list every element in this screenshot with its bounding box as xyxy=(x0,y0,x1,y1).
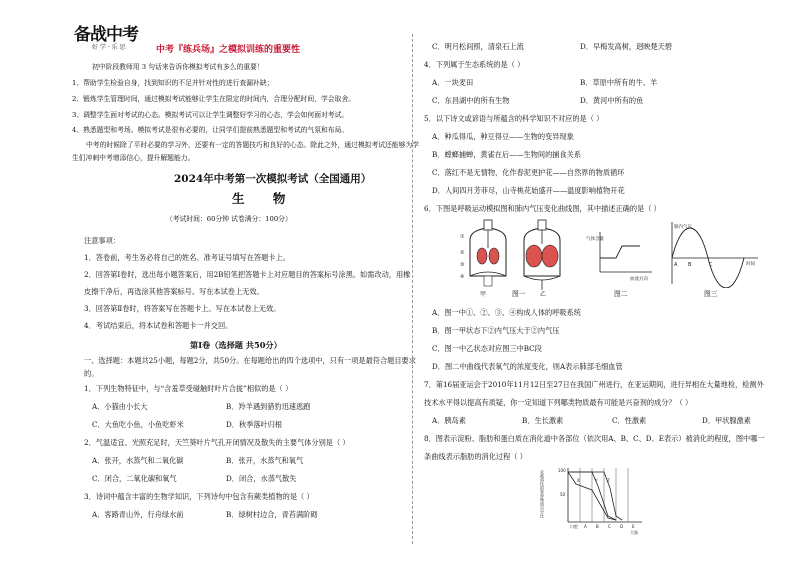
figure-8-digestion-chart xyxy=(546,466,656,536)
fig8-x-b: B xyxy=(596,524,599,529)
q3-option-d: D．早梅发高树，迥映楚天碧 xyxy=(580,42,673,51)
right-column xyxy=(418,0,794,562)
exam-meta: （考试时间：60分钟 试卷满分：100分） xyxy=(166,215,292,223)
figure-1-bell-jar xyxy=(458,218,578,298)
exam-subject: 生 物 xyxy=(232,191,298,206)
point-2: 2、锻炼学生管理时间，通过模拟考试能够让学生在限定的时间内，合理分配时间，学会取舍。 xyxy=(72,95,355,103)
fig2-caption: 图二 xyxy=(614,290,628,298)
note-2-cont: 皮擦干净后，再选涂其他答案标号。写在本试卷上无效。 xyxy=(84,287,264,296)
q3-stem: 3．诗词中蕴含丰富的生物学知识，下列诗句中包含有蕨类植物的是（ ） xyxy=(84,492,314,501)
fig2-ylabel: 气体含量 xyxy=(586,237,604,242)
q2-option-b: B．张开，水蒸气和氧气 xyxy=(226,456,304,465)
note-2: 2．回答第Ⅰ卷时，选出每小题答案后，用2B铅笔把答题卡上对应题目的答案标号涂黑。如需改动，用橡 xyxy=(84,270,411,279)
fig8-x-mouth: 口腔 xyxy=(570,524,578,529)
fig8-x-a: A xyxy=(584,524,587,529)
notes-title: 注意事项： xyxy=(84,236,120,245)
curve-x-label: X xyxy=(577,478,580,483)
svg-text:④: ④ xyxy=(460,274,465,280)
section-desc-2: 的。 xyxy=(84,369,99,378)
curve-y-label: Y xyxy=(595,478,598,483)
promo-title: 中考『练兵场』之模拟训练的重要性 xyxy=(156,45,301,55)
logo-text: 备战中考 xyxy=(74,25,138,45)
q5-option-d: D．人间四月芳菲尽，山寺桃花始盛开——温度影响植物开花 xyxy=(432,186,625,195)
q1-option-b: B．羚羊遇到猎豹迅速逃跑 xyxy=(226,402,311,411)
q3-option-c: C．明月松间照，清泉石上流 xyxy=(432,42,524,51)
section-desc-1: 一、选择题：本题共25小题，每题2分，共50分。在每题给出的四个选项中，只有一项是最符合题目要求 xyxy=(84,356,416,365)
q6-option-b: B．图一甲状态下②内气压大于②内气压 xyxy=(432,326,560,335)
fig1-label-yi: 乙 xyxy=(540,291,547,298)
q1-option-d: D．秋季落叶归根 xyxy=(226,420,283,429)
q5-option-c: C．落红不是无情物，化作春泥更护花——自然界的物质循环 xyxy=(432,168,625,177)
q7-stem-1: 7．第16届亚运会于2010年11月12日至27日在我国广州进行，在亚运期间，进行异相在大量地检，检测外 xyxy=(424,380,764,389)
note-1: 1．答卷前，考生务必将自己的姓名、准考证号填写在答题卡上。 xyxy=(84,253,290,262)
q1-stem: 1．下列生物特征中，与“含羞草受碰触时叶片合拢”相似的是（ ） xyxy=(84,384,293,393)
para-line-1: 中考的时候除了平时必要的学习外，还要有一定的答题技巧和良好的心态。除此之外，通过模拟考试还能够为学 xyxy=(86,141,420,149)
q7-option-d: D．甲状腺激素 xyxy=(702,416,751,425)
fig2-xlabel: 血流方向 xyxy=(630,277,648,282)
q8-stem-2: 条曲线表示脂肪的消化过程（ ） xyxy=(424,452,527,461)
fig8-x-d: D xyxy=(620,524,624,529)
q6-option-c: C．图一中乙状态对应图三中BC段 xyxy=(432,344,542,353)
fig1-label-jia: 甲 xyxy=(480,291,487,298)
q3-option-b: B．绿树村边合，青苔满阶砌 xyxy=(226,510,318,519)
q1-option-c: C．大鱼吃小鱼，小鱼吃虾米 xyxy=(92,420,184,429)
q5-option-b: B．螳螂捕蝉，黄雀在后——生物间的捕食关系 xyxy=(432,150,582,159)
q2-option-c: C．闭合，二氧化碳和氧气 xyxy=(92,474,177,483)
fig3-caption: 图三 xyxy=(704,290,718,298)
svg-text:①: ① xyxy=(460,234,465,240)
para-line-2: 生们冲刺中考增添信心，提升解题能力。 xyxy=(72,154,195,162)
figure-2-gas-chart xyxy=(586,228,656,288)
q4-option-b: B．草原中所有的牛、羊 xyxy=(580,78,658,87)
fig3-ylabel: 肺内气压 xyxy=(674,225,692,230)
note-3: 3．回答第Ⅱ卷时，将答案写在答题卡上。写在本试卷上无效。 xyxy=(84,304,281,313)
svg-text:②: ② xyxy=(460,250,465,256)
q6-stem: 6．下图是呼吸运动模拟图和肺内气压变化曲线图，其中描述正确的是（ ） xyxy=(424,204,661,213)
q8-stem-1: 8．图表示淀粉、脂肪和蛋白质在消化道中各部位（依次用A、B、C、D、E表示）被消化的程度，图中哪一 xyxy=(424,434,765,443)
q3-option-a: A．客路青山外，行舟绿水前 xyxy=(92,510,184,519)
section-title: 第Ⅰ卷（选择题 共50分） xyxy=(190,340,282,350)
q4-option-d: D．黄河中所有的鱼 xyxy=(580,96,644,105)
q6-option-d: D．图二中曲线代表氧气的浓度变化，则A表示肺部毛细血管 xyxy=(432,362,623,371)
q7-option-b: B．生长激素 xyxy=(522,416,564,425)
point-3: 3、调整学生面对考试的心态。模拟考试可以让学生调整好学习的心态，学会如何面对考试。 xyxy=(72,111,349,119)
fig3-point-b: B xyxy=(688,262,692,268)
fig8-x-c: C xyxy=(608,524,611,529)
fig8-x-e: E xyxy=(632,524,635,529)
q4-option-a: A．一块麦田 xyxy=(432,78,474,87)
figure-3-pressure-curve xyxy=(664,218,764,288)
point-1: 1、帮助学生检验自身，找到知识的不足并针对性的进行查漏补缺； xyxy=(72,79,274,87)
intro-text: 初中阶段教师用 3 句话来告诉你模拟考试有多么的重要！ xyxy=(92,63,264,71)
q1-option-a: A．小猫由小长大 xyxy=(92,402,148,411)
logo-sub: 好 学 · 乐 思 xyxy=(92,44,126,51)
curve-z-label: Z xyxy=(607,478,610,483)
fig3-point-c: C xyxy=(709,262,713,268)
fig3-xlabel: 时间 xyxy=(746,262,755,267)
svg-text:③: ③ xyxy=(460,262,465,268)
q4-option-c: C．东昌湖中的所有生物 xyxy=(432,96,510,105)
fig8-ytick-100: 100 xyxy=(558,468,566,473)
q7-stem-2: 技术水平得以提高有质疑，你一定知道下列哪类物质最有可能是兴奋剂的成分？（ ） xyxy=(424,398,693,407)
fig3-point-a: A xyxy=(674,262,678,268)
column-divider xyxy=(412,34,413,544)
q4-stem: 4．下列属于生态系统的是（ ） xyxy=(424,60,525,69)
brand-logo xyxy=(74,20,146,54)
q2-stem: 2．气温适宜、光照充足时，天竺葵叶片气孔开闭情况及散失的主要气体分别是（ ） xyxy=(84,438,350,447)
fig1-caption: 图一 xyxy=(512,290,526,298)
q7-option-a: A．胰岛素 xyxy=(432,416,466,425)
q7-option-c: C．性激素 xyxy=(612,416,647,425)
fig8-x-tail: 大肠 xyxy=(630,530,638,535)
exam-title: 2024年中考第一次模拟考试（全国通用） xyxy=(174,173,372,185)
note-4: 4．考试结束后，将本试卷和答题卡一并交回。 xyxy=(84,321,233,330)
point-4: 4、熟悉题型和考场。模拟考试是很有必要的，让同学们提前熟悉题型和考试的气氛和布局。 xyxy=(72,126,349,134)
q6-option-a: A．图一中①、②、③、④构成人体的呼吸系统 xyxy=(432,308,581,317)
q2-option-d: D．闭合，水蒸气散失 xyxy=(226,474,297,483)
q2-option-a: A．张开，水蒸气和二氧化碳 xyxy=(92,456,184,465)
q5-stem: 5．以下诗文或谚语与所蕴含的科学知识不对应的是（ ） xyxy=(424,114,604,123)
q5-option-a: A．种瓜得瓜，种豆得豆——生物的变异现象 xyxy=(432,132,574,141)
fig8-ylabel: 未被消化的营养物质百分比 xyxy=(540,470,545,518)
fig8-ytick-50: 50 xyxy=(560,492,566,497)
